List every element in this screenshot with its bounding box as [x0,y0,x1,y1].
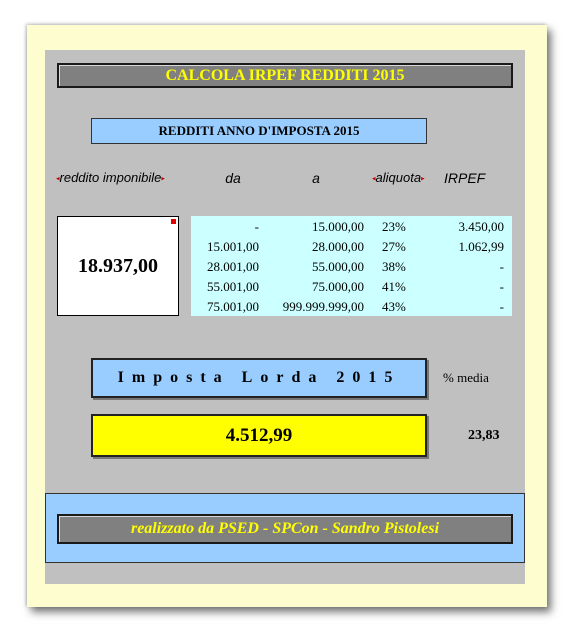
cell-da: 75.001,00 [207,299,259,314]
cell-aliquota: 23% [382,219,406,234]
header-aliquota [372,170,428,185]
income-input-cell[interactable] [57,216,179,316]
table-row [191,277,512,296]
media-label: % media [443,370,489,385]
cell-irpef: - [499,279,504,294]
header-reddito-imponibile [56,170,180,185]
cell-irpef: 3.450,00 [458,219,504,234]
cell-irpef: - [499,299,504,314]
dropdown-arrow-right-icon: ▸ [421,175,425,183]
comment-indicator-icon[interactable] [171,219,176,224]
table-row [191,217,512,236]
income-value: 18.937,00 [78,254,158,277]
table-row [191,257,512,276]
section-subtitle: REDDITI ANNO D'IMPOSTA 2015 [91,118,427,144]
page-title: CALCOLA IRPEF REDDITI 2015 [57,63,513,88]
header-da: da [225,170,241,186]
cell-a: 15.000,00 [312,219,364,234]
cell-da: 28.001,00 [207,259,259,274]
cell-da: - [254,219,259,234]
cell-aliquota: 43% [382,299,406,314]
cell-a: 75.000,00 [312,279,364,294]
footer-credit: realizzato da PSED - SPCon - Sandro Pistolesi [57,514,513,544]
header-irpef: IRPEF [444,170,486,186]
cell-irpef: - [499,259,504,274]
cell-a: 28.000,00 [312,239,364,254]
dropdown-arrow-left-icon: ◂ [372,175,376,183]
table-row [191,297,512,316]
cell-aliquota: 38% [382,259,406,274]
cell-a: 55.000,00 [312,259,364,274]
cell-da: 15.001,00 [207,239,259,254]
brackets-table [191,216,512,316]
cell-a: 999.999.999,00 [282,299,364,314]
dropdown-arrow-right-icon: ▸ [161,175,165,183]
cell-irpef: 1.062,99 [458,239,504,254]
imposta-lorda-button[interactable]: Imposta Lorda 2015 [91,358,427,398]
header-a: a [312,170,320,186]
header-reddito-label: reddito imponibile [59,170,162,185]
cell-aliquota: 41% [382,279,406,294]
media-value: 23,83 [468,428,500,443]
cell-aliquota: 27% [382,239,406,254]
header-aliquota-label: aliquota [375,170,422,185]
result-total: 4.512,99 [91,414,427,457]
cell-da: 55.001,00 [207,279,259,294]
table-row [191,237,512,256]
dropdown-arrow-left-icon: ◂ [56,175,60,183]
